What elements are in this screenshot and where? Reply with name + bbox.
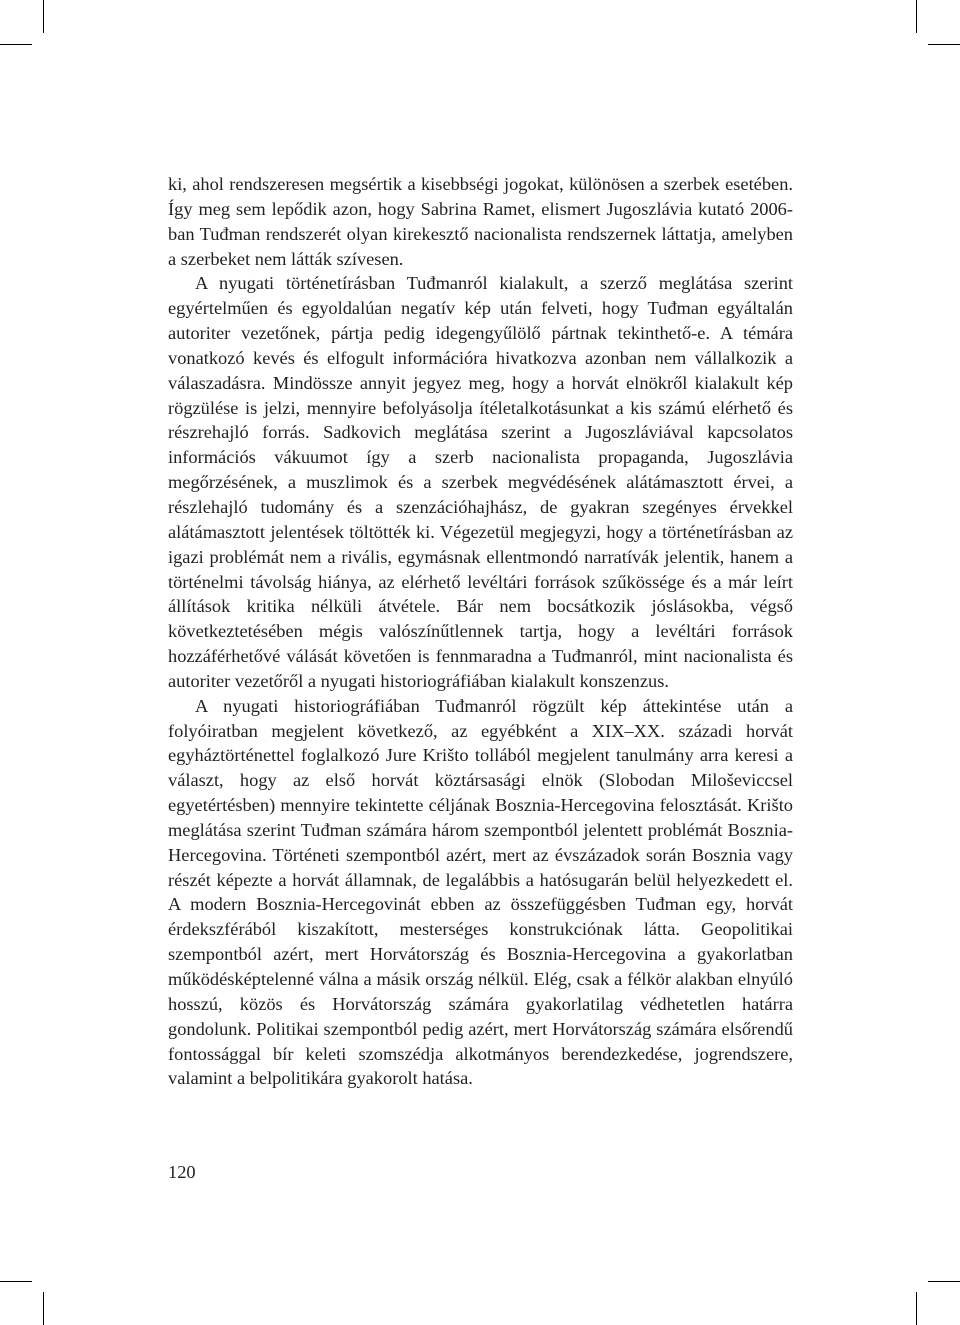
crop-mark-bottom-right-horizontal: [928, 1281, 960, 1282]
crop-mark-bottom-right-vertical: [916, 1292, 917, 1325]
paragraph-continuation: ki, ahol rendszeresen megsértik a kisebbségi jogokat, különösen a szerbek esetében. Így meg sem lepődik azon, hogy Sabrina Ramet, elismert Jugoszlávia kutató 2006-ban Tuđman rendszerét olyan kirekesztő nacionalista rendszernek láttatja, amelyben a szerbeket nem látták szívesen.: [168, 174, 793, 269]
crop-mark-top-left-vertical: [43, 0, 44, 33]
body-text: [168, 172, 793, 1091]
paragraph: A nyugati historiográfiában Tuđmanról rögzült kép áttekintése után a folyóiratban megjelent következő, az egyébként a XIX–XX. századi horvát egyháztörténettel foglalkozó Jure Krišto tollából megjelent tanulmány arra keresi a választ, hogy az első horvát köztársasági elnök (Slobodan Miloševiccsel egyetértésben) mennyire tekintette céljának Bosznia-Hercegovina felosztását. Krišto meglátása szerint Tuđman számára három szempontból jelentett problémát Bosznia-Hercegovina. Történeti szempontból azért, mert az évszázadok során Bosznia vagy részét képezte a horvát államnak, de legalábbis a hatósugarán belül helyezkedett el. A modern Bosznia-Hercegovinát ebben az összefüggésben Tuđman egy, horvát érdekszférából kiszakított, mesterséges konstrukciónak látta. Geopolitikai szempontból azért, mert Horvátország és Bosznia-Hercegovina a gyakorlatban működésképtelenné válna a másik ország nélkül. Elég, csak a félkör alakban elnyúló hosszú, közös és Horvátország számára gyakorlatilag védhetetlen határra gondolunk. Politikai szempontból pedig azért, mert Horvátország számára elsőrendű fontossággal bír keleti szomszédja alkotmányos berendezkedése, jogrendszere, valamint a belpolitikára gyakorolt hatása.: [168, 695, 793, 1089]
crop-mark-top-right-vertical: [916, 0, 917, 33]
page-number: 120: [168, 1162, 196, 1182]
crop-mark-bottom-left-horizontal: [0, 1281, 32, 1282]
crop-mark-top-right-horizontal: [928, 44, 960, 45]
crop-mark-top-left-horizontal: [0, 44, 32, 45]
paragraph: A nyugati történetírásban Tuđmanról kialakult, a szerző meglátása szerint egyértelműen és egyoldalúan negatív kép után felveti, hogy Tuđman egyáltalán autoriter vezetőnek, pártja pedig idegengyűlölő pártnak tekinthető-e. A témára vonatkozó kevés és elfogult információra hivatkozva azonban nem vállalkozik a válaszadásra. Mindössze annyit jegyez meg, hogy a horvát elnökről kialakult kép rögzülése is jelzi, mennyire befolyásolja ítéletalkotásunkat a kis számú elérhető és részrehajló forrás. Sadkovich meglátása szerint a Jugoszláviával kapcsolatos információs vákuumot így a szerb nacionalista propaganda, Jugoszlávia megőrzésének, a muszlimok és a szerbek megvédésének alátámasztott érvei, a részlehajló tudomány és a szenzációhajhász, de gyakran szegényes érvekkel alátámasztott jelentések töltötték ki. Végezetül megjegyzi, hogy a történetírásban az igazi problémát nem a rivális, egymásnak ellentmondó narratívák jelentik, hanem a történelmi távolság hiánya, az elérhető levéltári források szűkössége és a már leírt állítások kritika nélküli átvétele. Bár nem bocsátkozik jóslásokba, végső következtetésében mégis valószínűtlennek tartja, hogy a levéltári források hozzáférhetővé válását követően is fennmaradna a Tuđmanról, mint nacionalista és autoriter vezetőről a nyugati historiográfiában kialakult konszenzus.: [168, 273, 793, 691]
crop-mark-bottom-left-vertical: [43, 1292, 44, 1325]
